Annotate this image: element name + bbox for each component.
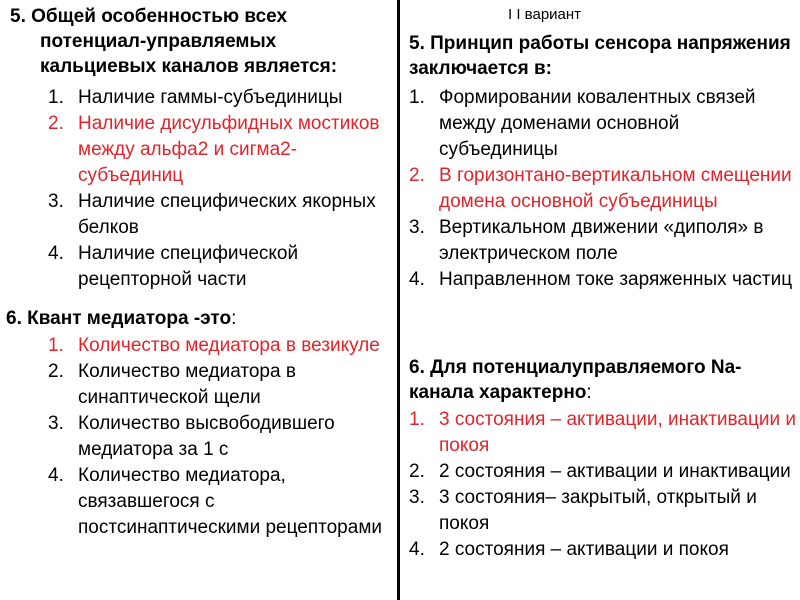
question-6-right: 6. Для потенциалуправляемого Na-канала характерно: (409, 357, 742, 403)
question-6-left: 6. Квант медиатора -это: (6, 308, 237, 329)
answer-option-correct[interactable]: 2. В горизонтано-вертикальном смещении домена основной субъединицы (409, 165, 792, 212)
answer-option[interactable]: 4. 2 состояния – активации и покоя (409, 539, 729, 560)
answers-5-left (48, 85, 392, 293)
answer-option[interactable]: 3. Наличие специфических якорных белков (48, 191, 376, 238)
answer-option[interactable]: 1. Формировании ковалентных связей между доменами основной субъединицы (409, 87, 756, 160)
answer-option[interactable]: 2. Количество медиатора в синаптической щели (48, 361, 296, 408)
answer-option-correct[interactable]: 1. Количество медиатора в везикуле (48, 335, 380, 356)
answer-option[interactable]: 2. 2 состояния – активации и инактивации (409, 461, 791, 482)
answer-option[interactable]: 4. Наличие специфической рецепторной части (48, 243, 299, 290)
variant-label: I I вариант (508, 6, 582, 23)
answers-5-right (409, 85, 800, 293)
question-5-left: 5. Общей особенностью всех потенциал-управляемых кальциевых каналов является: (10, 6, 338, 77)
answer-option[interactable]: 4. Направленном токе заряженных частиц (409, 269, 793, 290)
column-divider (397, 0, 400, 600)
question-5-right: 5. Принцип работы сенсора напряжения заключается в: (409, 33, 791, 79)
answer-option-correct[interactable]: 2. Наличие дисульфидных мостиков между альфа2 и сигма2-субъединиц (48, 113, 380, 186)
answers-6-right (409, 407, 800, 563)
answers-6-left (48, 333, 392, 541)
answer-option[interactable]: 3. Вертикальном движении «диполя» в электрическом поле (409, 217, 764, 264)
answer-option[interactable]: 3. 3 состояния– закрытый, открытый и покоя (409, 487, 757, 534)
answer-option[interactable]: 1. Наличие гаммы-субъединицы (48, 87, 343, 108)
answer-option-correct[interactable]: 1. 3 состояния – активации, инактивации и покоя (409, 409, 796, 456)
answer-option[interactable]: 4. Количество медиатора, связавшегося с постсинаптическими рецепторами (48, 465, 382, 538)
answer-option[interactable]: 3. Количество высвободившего медиатора за 1 с (48, 413, 335, 460)
